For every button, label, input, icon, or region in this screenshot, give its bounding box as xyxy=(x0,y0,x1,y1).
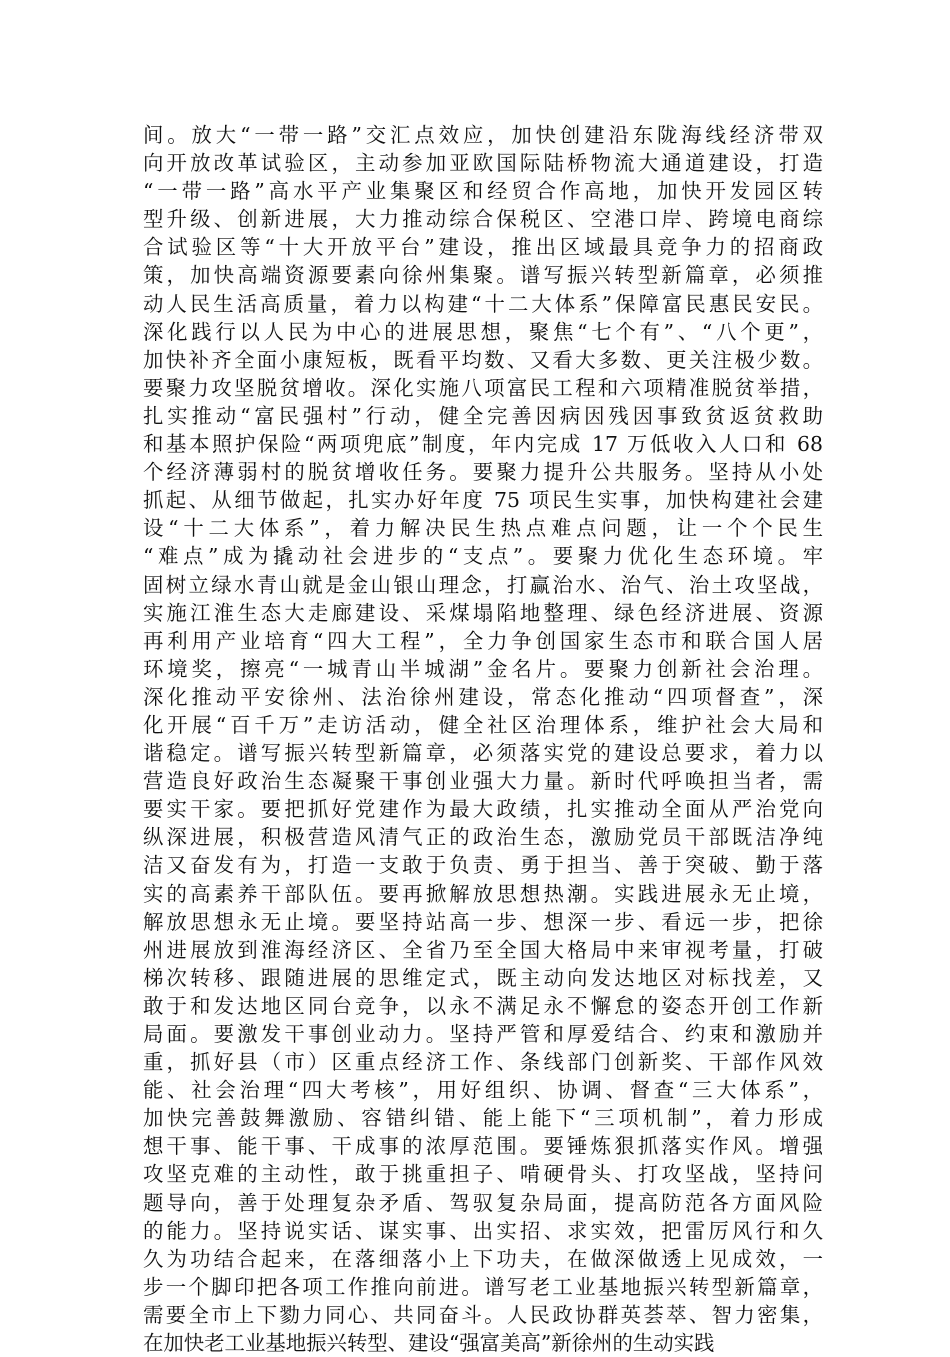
text-line: 向开放改革试验区，主动参加亚欧国际陆桥物流大通道建设，打造 xyxy=(143,151,823,176)
text-line: 再利用产业培育“四大工程”，全力争创国家生态市和联合国人居 xyxy=(143,628,823,653)
text-line: 想干事、能干事、干成事的浓厚范围。要锤炼狠抓落实作风。增强 xyxy=(143,1134,823,1159)
text-line: 要聚力攻坚脱贫增收。深化实施八项富民工程和六项精准脱贫举措， xyxy=(143,375,823,400)
text-line: “一带一路”高水平产业集聚区和经贸合作高地，加快开发园区转 xyxy=(143,179,823,204)
text-line: 局面。要激发干事创业动力。坚持严管和厚爱结合、约束和激励并 xyxy=(143,1022,823,1046)
text-line: 策，加快高端资源要素向徐州集聚。谱写振兴转型新篇章，必须推 xyxy=(143,263,823,288)
text-line: 和基本照护保险“两项兜底”制度，年内完成 17 万低收入人口和 68 xyxy=(143,432,823,457)
text-line: 攻坚克难的主动性，敢于挑重担子、啃硬骨头、打攻坚战，坚持问 xyxy=(143,1162,823,1187)
text-line: 州进展放到淮海经济区、全省乃至全国大格局中来审视考量，打破 xyxy=(143,937,823,962)
text-line: “难点”成为撬动社会进步的“支点”。要聚力优化生态环境。牢 xyxy=(143,544,823,569)
text-line: 营造良好政治生态凝聚干事创业强大力量。新时代呼唤担当者，需 xyxy=(143,769,823,794)
text-line: 梯次转移、跟随进展的思维定式，既主动向发达地区对标找差，又 xyxy=(143,965,823,990)
text-line: 扎实推动“富民强村”行动，健全完善因病因残因事致贫返贫救助 xyxy=(143,403,823,428)
text-line: 洁又奋发有为，打造一支敢于负责、勇于担当、善于突破、勤于落 xyxy=(143,853,823,878)
text-line: 需要全市上下勠力同心、共同奋斗。人民政协群英荟萃、智力密集， xyxy=(143,1302,823,1327)
text-line: 加快补齐全面小康短板，既看平均数、又看大多数、更关注极少数。 xyxy=(143,347,823,372)
text-line: 动人民生活高质量，着力以构建“十二大体系”保障富民惠民安民。 xyxy=(143,291,823,316)
text-line: 抓起、从细节做起，扎实办好年度 75 项民生实事，加快构建社会建 xyxy=(143,488,823,513)
text-line: 题导向，善于处理复杂矛盾、驾驭复杂局面，提高防范各方面风险 xyxy=(143,1190,823,1215)
text-line: 环境奖，擦亮“一城青山半城湖”金名片。要聚力创新社会治理。 xyxy=(143,656,823,681)
text-line: 解放思想永无止境。要坚持站高一步、想深一步、看远一步，把徐 xyxy=(143,909,823,934)
text-line: 合试验区等“十大开放平台”建设，推出区域最具竞争力的招商政 xyxy=(143,235,823,260)
text-line: 固树立绿水青山就是金山银山理念，打赢治水、治气、治土攻坚战， xyxy=(143,572,823,597)
text-line: 步一个脚印把各项工作推向前进。谱写老工业基地振兴转型新篇章， xyxy=(143,1274,823,1299)
text-line: 敢于和发达地区同台竞争，以永不满足永不懈怠的姿态开创工作新 xyxy=(143,993,823,1018)
text-line: 重，抓好县（市）区重点经济工作、条线部门创新奖、干部作风效 xyxy=(143,1050,823,1075)
text-line: 实施江淮生态大走廊建设、采煤塌陷地整理、绿色经济进展、资源 xyxy=(143,600,823,625)
body-text xyxy=(143,121,823,1357)
text-line: 间。放大“一带一路”交汇点效应，加快创建沿东陇海线经济带双 xyxy=(143,123,823,147)
text-line: 深化践行以人民为中心的进展思想，聚焦“七个有”、“八个更”， xyxy=(143,319,823,344)
text-line: 设“十二大体系”，着力解决民生热点难点问题，让一个个民生 xyxy=(143,516,823,541)
text-line: 纵深进展，积极营造风清气正的政治生态，激励党员干部既洁净纯 xyxy=(143,825,823,850)
text-line: 的能力。坚持说实话、谋实事、出实招、求实效，把雷厉风行和久 xyxy=(143,1218,823,1243)
text-line: 个经济薄弱村的脱贫增收任务。要聚力提升公共服务。坚持从小处 xyxy=(143,460,823,485)
text-line: 深化推动平安徐州、法治徐州建设，常态化推动“四项督查”，深 xyxy=(143,684,823,709)
text-line: 能、社会治理“四大考核”，用好组织、协调、督查“三大体系”， xyxy=(143,1078,823,1103)
text-line: 谐稳定。谱写振兴转型新篇章，必须落实党的建设总要求，着力以 xyxy=(143,741,823,766)
text-line: 实的高素养干部队伍。要再掀解放思想热潮。实践进展永无止境， xyxy=(143,881,823,906)
text-line: 久为功结合起来，在落细落小上下功夫，在做深做透上见成效，一 xyxy=(143,1246,823,1271)
text-line: 加快完善鼓舞激励、容错纠错、能上能下“三项机制”，着力形成 xyxy=(143,1106,823,1131)
text-line: 化开展“百千万”走访活动，健全社区治理体系，维护社会大局和 xyxy=(143,712,823,737)
text-line: 在加快老工业基地振兴转型、建设“强富美高”新徐州的生动实践 xyxy=(143,1331,715,1356)
text-line: 型升级、创新进展，大力推动综合保税区、空港口岸、跨境电商综 xyxy=(143,207,823,232)
text-line: 要实干家。要把抓好党建作为最大政绩，扎实推动全面从严治党向 xyxy=(143,797,823,822)
